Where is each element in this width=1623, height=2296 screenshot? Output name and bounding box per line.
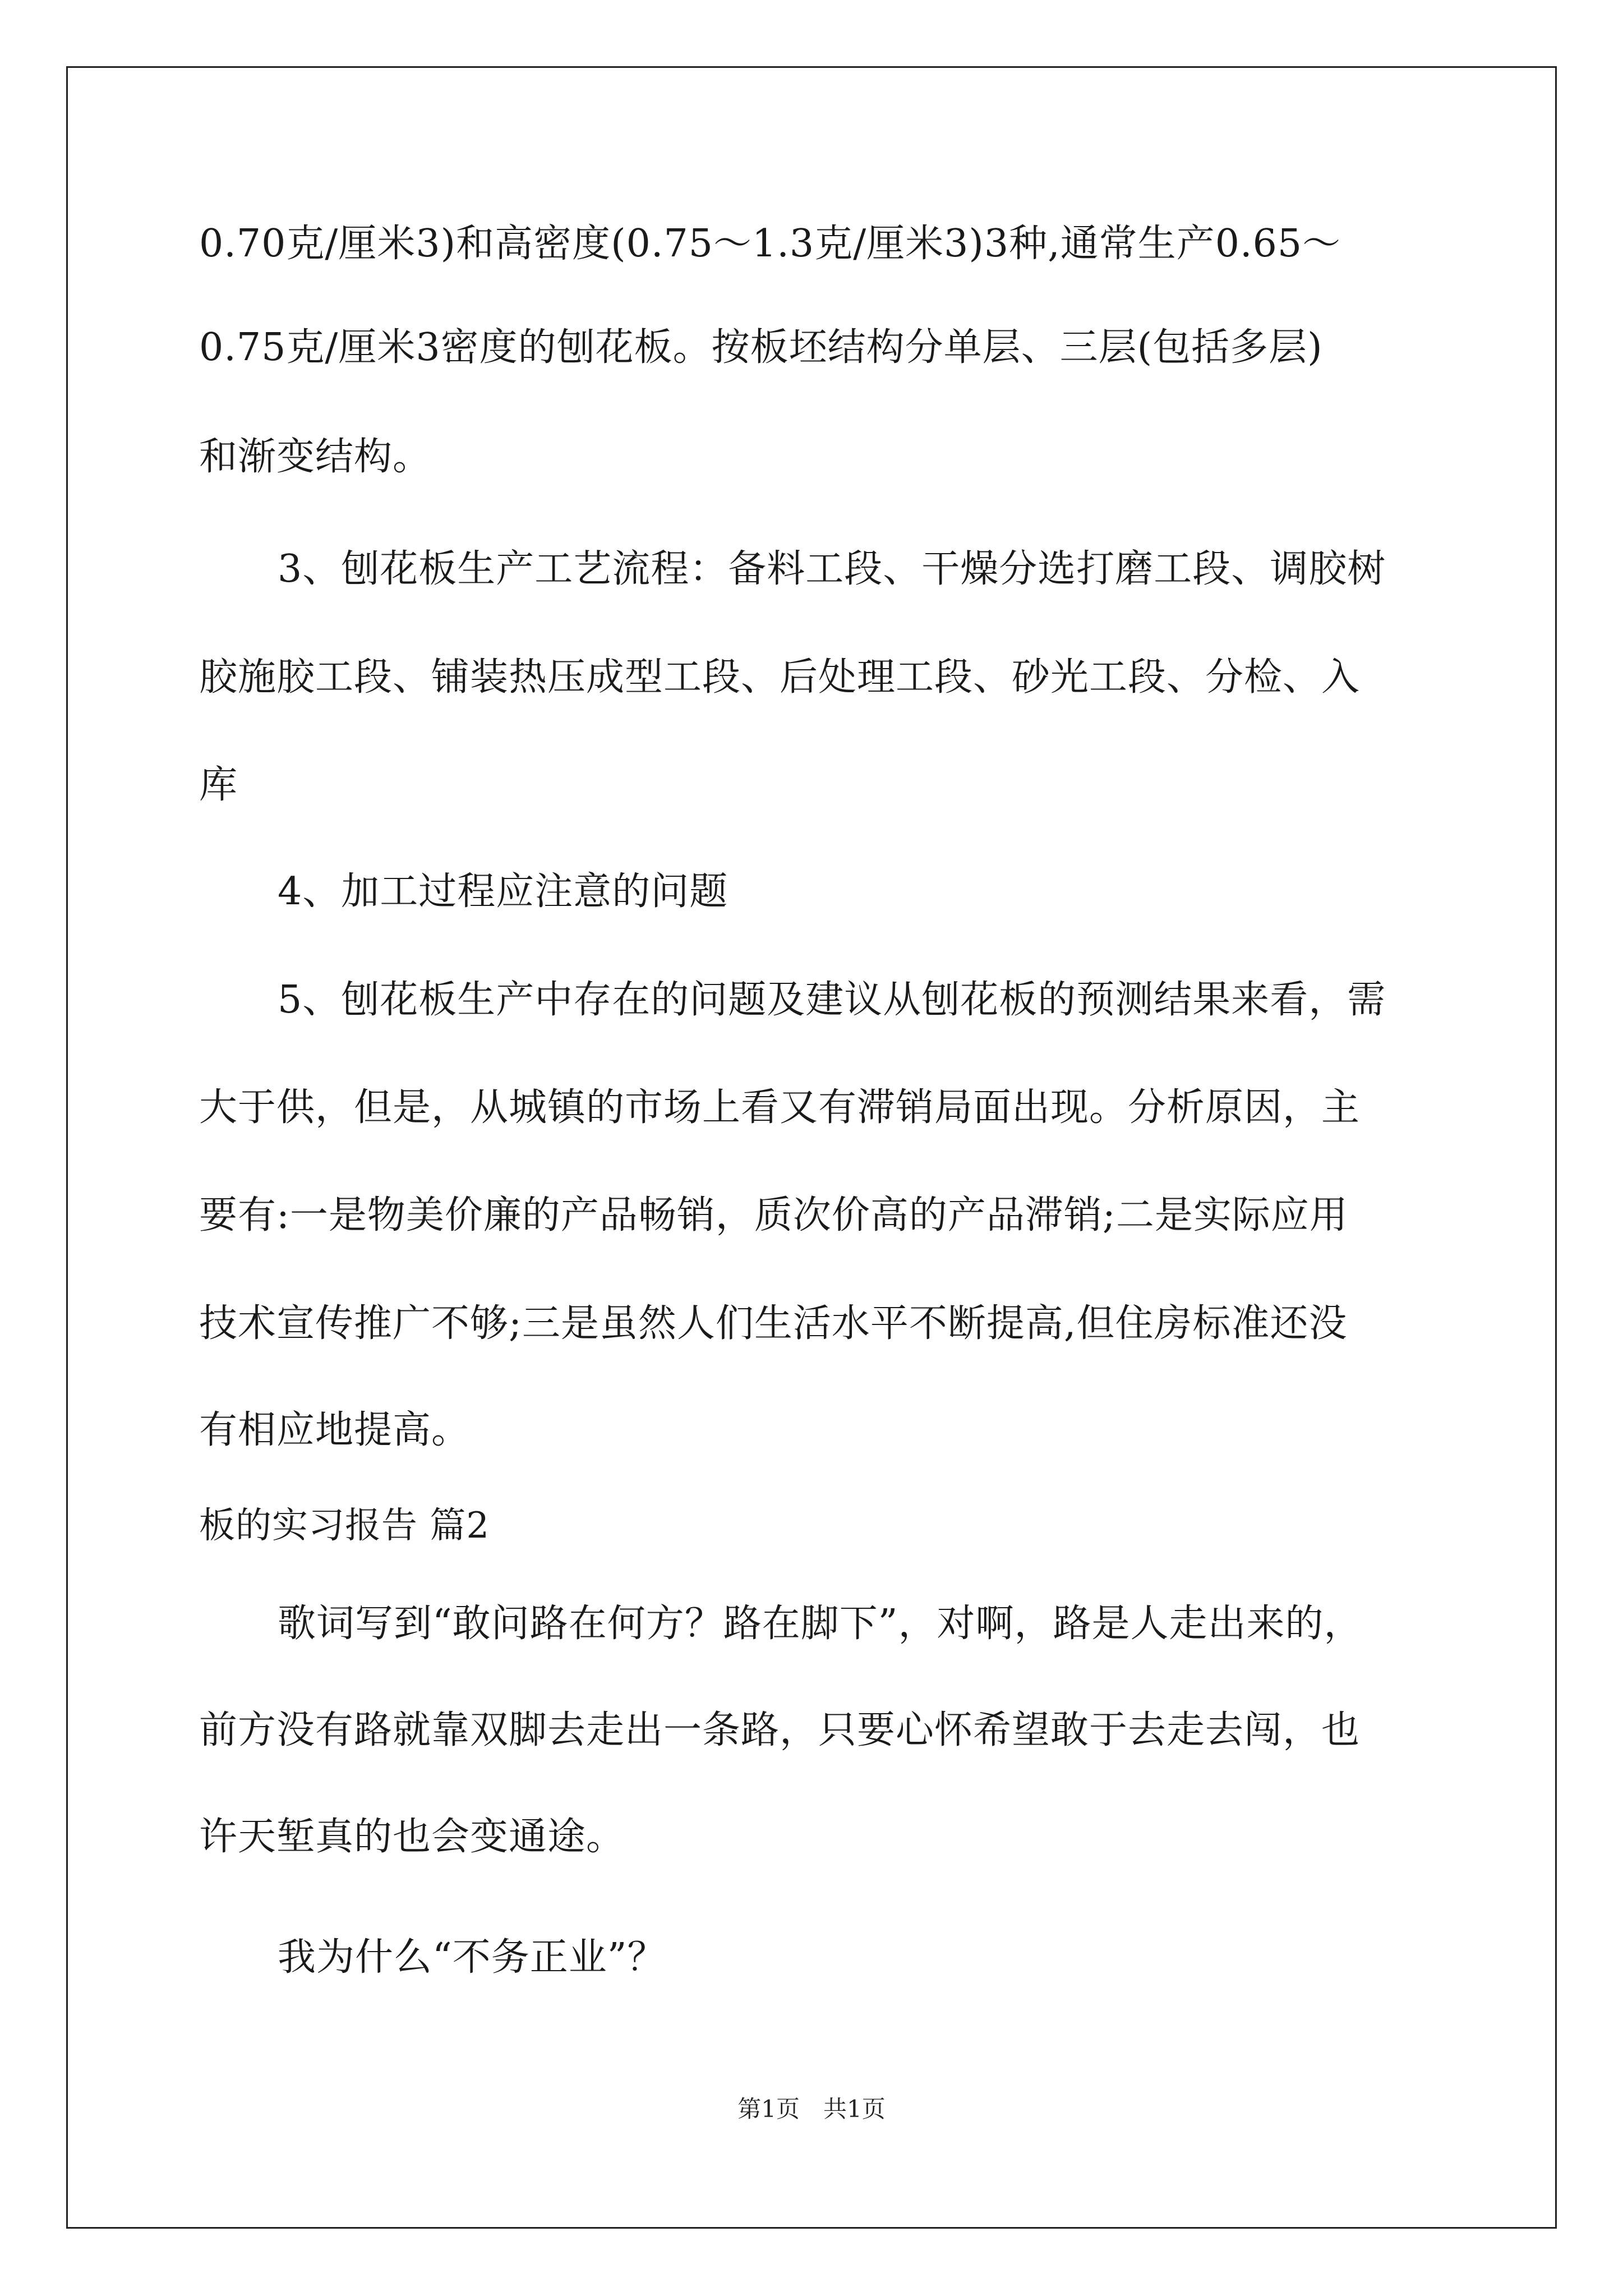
paragraph-line: 5、刨花板生产中存在的问题及建议从刨花板的预测结果来看，需	[278, 978, 1386, 1022]
paragraph-line: 歌词写到“敢问路在何方？路在脚下”，对啊，路是人走出来的，	[278, 1602, 1363, 1646]
paragraph-line: 有相应地提高。	[199, 1408, 471, 1452]
paragraph-line: 0.70克/厘米3)和高密度(0.75～1.3克/厘米3)3种,通常生产0.65～	[199, 222, 1341, 266]
page-border	[66, 66, 1557, 2229]
paragraph-line: 胶施胶工段、铺装热压成型工段、后处理工段、砂光工段、分检、入	[199, 655, 1361, 700]
paragraph-line: 库	[199, 763, 238, 807]
paragraph-line: 技术宣传推广不够;三是虽然人们生活水平不断提高,但住房标准还没	[199, 1301, 1348, 1346]
paragraph-line: 前方没有路就靠双脚去走出一条路，只要心怀希望敢于去走去闯，也	[199, 1708, 1361, 1752]
paragraph-line: 和渐变结构。	[199, 435, 432, 479]
paragraph-line: 0.75克/厘米3密度的刨花板。按板坯结构分单层、三层(包括多层)	[199, 325, 1323, 370]
paragraph-line: 3、刨花板生产工艺流程：备料工段、干燥分选打磨工段、调胶树	[278, 547, 1386, 591]
page-indicator: 第1页 共1页	[737, 2095, 886, 2123]
paragraph-line: 4、加工过程应注意的问题	[278, 869, 728, 914]
paragraph-line: 大于供，但是，从城镇的市场上看又有滞销局面出现。分析原因，主	[199, 1085, 1361, 1130]
paragraph-line: 我为什么“不务正业”？	[278, 1935, 666, 1980]
paragraph-line: 要有:一是物美价廉的产品畅销，质次价高的产品滞销;二是实际应用	[199, 1193, 1348, 1237]
paragraph-line: 许天堑真的也会变通途。	[199, 1815, 625, 1859]
section-heading: 板的实习报告 篇2	[199, 1505, 490, 1547]
